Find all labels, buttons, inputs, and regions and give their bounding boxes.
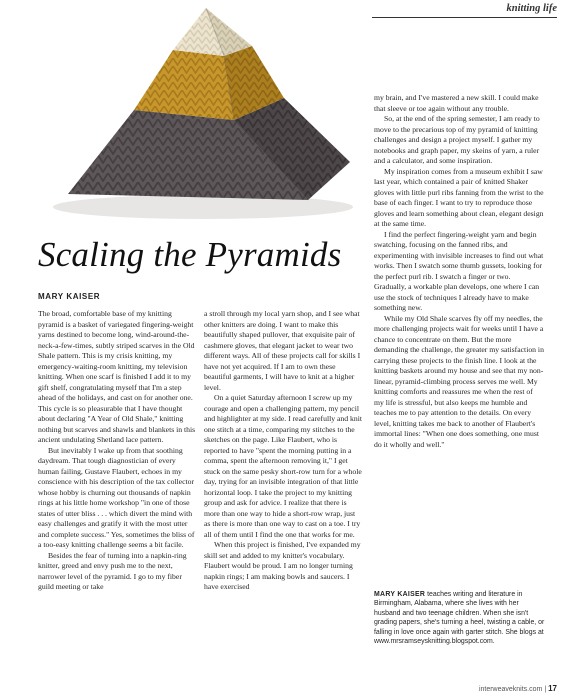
author-byline: MARY KAISER bbox=[38, 292, 101, 301]
bio-author-name: MARY KAISER bbox=[374, 591, 426, 598]
paragraph: So, at the end of the spring semester, I am ready to move to the precarious top of my pyramid of knitting challenges and design a project myself. I gather my notebooks and graph paper, my skeins of yarn, a ruler and a calculator, and some inspiration. bbox=[374, 114, 540, 165]
page-footer bbox=[479, 684, 557, 693]
text-column-1 bbox=[38, 309, 197, 674]
author-bio bbox=[374, 590, 546, 646]
header-rule bbox=[372, 17, 557, 18]
paragraph: When this project is finished, I've expanded my skill set and added to my knitter's vocabulary. Flaubert would be proud. I am no longer turning napkin rings; I am making bowls and saucers. I have exercised bbox=[204, 540, 361, 591]
page-number: 17 bbox=[548, 684, 557, 693]
paragraph: Besides the fear of turning into a napkin-ring knitter, greed and envy push me to the next, narrower level of the pyramid. I go to my fiber guild meeting or take bbox=[38, 550, 187, 591]
footer-site: interweaveknits.com bbox=[478, 686, 543, 693]
paragraph: my brain, and I've mastered a new skill. I could make that sleeve or toe again without any trouble. bbox=[374, 93, 539, 113]
footer-separator: | bbox=[544, 686, 547, 693]
paragraph: But inevitably I wake up from that soothing daydream. That tough diagnostician of every human failing, Gustave Flaubert, echoes in my conscience with his description of the tax collector whose hobby is churning out thousands of napkin rings at his little home workshop "in one of those states of utter bliss . . . which divert the mind with easy challenges and gratify it with the most utter and complete success." Yes, sometimes the bliss of a too-easy knitting challenge seems a bit facile. bbox=[38, 445, 195, 549]
text-column-2 bbox=[204, 309, 362, 674]
paragraph: While my Old Shale scarves fly off my needles, the more challenging projects wait for weeks until I have a chance to concentrate on them. But the more demanding the challenge, the greater my satisfaction in carrying these projects to the finish line. I look at the knitting baskets around my house and see that my non-linear, pyramid-climbing process serves me well. My knitting comforts and reassures me when the rest of my life is stressful, but also keeps me humble and teaches me to pay attention to the details. On every level, knitting takes me back to another of Flaubert's immortal lines: "When one does something, one must do it wholly and well." bbox=[374, 313, 544, 449]
paragraph: a stroll through my local yarn shop, and I see what other knitters are doing. I want to make this beautifully shaped pullover, that exquisite pair of cashmere gloves, that elegant jacket to wear two different ways. All of these projects call for skills I have not yet acquired. If I am to own these beautiful garments, I will have to knit at a higher level. bbox=[204, 309, 361, 392]
paragraph: I find the perfect fingering-weight yarn and begin swatching, focusing on the fanned ribs, and experimenting with invisible increases to find out what works. Then I swatch some thumb gussets, looking for the perfect purl rib. I swatch a finger or two. Gradually, a workable plan develops, one where I can use the stock of techniques I already have to make something new. bbox=[374, 229, 544, 312]
paragraph: My inspiration comes from a museum exhibit I saw last year, which contained a pair of knitted Shaker gloves with little purl ribs fanning from the wrist to the base of each finger. I want to try to reproduce those gloves and learn something about clean, elegant design at the same time. bbox=[374, 166, 544, 228]
paragraph: The broad, comfortable base of my knitting pyramid is a basket of variegated fingering-weight yarns destined to become long, wind-around-the-neck-a-few-times, subtly striped scarves in the Old Shale pattern. This is my crisis knitting, my emergency-waiting-room knitting, my television knitting. When one scarf is finished I add it to my gift shelf, congratulating myself that I'm a step ahead of the holidays, and cast on for another one. This cycle is so pleasurable that I have thought about declaring "A Year of Old Shale," knitting nothing but scarves and shawls and blankets in this ancient undulating Shetland lace pattern. bbox=[38, 309, 196, 444]
bio-text: teaches writing and literature in Birmingham, Alabama, where she lives with her husband and two teenage children. When she isn't grading papers, she's turning a heel, twisting a cable, or falling in love once again with garter stitch. She blogs at www.mrsramseysknitting.blogspot.com. bbox=[374, 591, 545, 646]
text-column-3 bbox=[374, 93, 544, 588]
article-title: Scaling the Pyramids bbox=[38, 235, 342, 274]
paragraph: On a quiet Saturday afternoon I screw up my courage and open a challenging pattern, my pencil and highlighter at my side. I read carefully and knit one stitch at a time, comparing my stitches to the sketches on the page. Like Flaubert, who is reported to have "spent the morning putting in a comma, spent the afternoon removing it," I get stuck on the same pesky short-row turn for a whole day, trying for an invisible integration of that little horizontal loop. I take the project to my knitting group and ask for advice. I realize that there is more than one way to hide a short-row wrap, just as there is more than one way to cast on a toe. I try all of them until I find the one that works for me. bbox=[204, 393, 362, 539]
section-label: knitting life bbox=[506, 3, 557, 14]
knitted-pyramid-image bbox=[38, 2, 360, 224]
pyramid-mustard-tier bbox=[134, 50, 234, 120]
